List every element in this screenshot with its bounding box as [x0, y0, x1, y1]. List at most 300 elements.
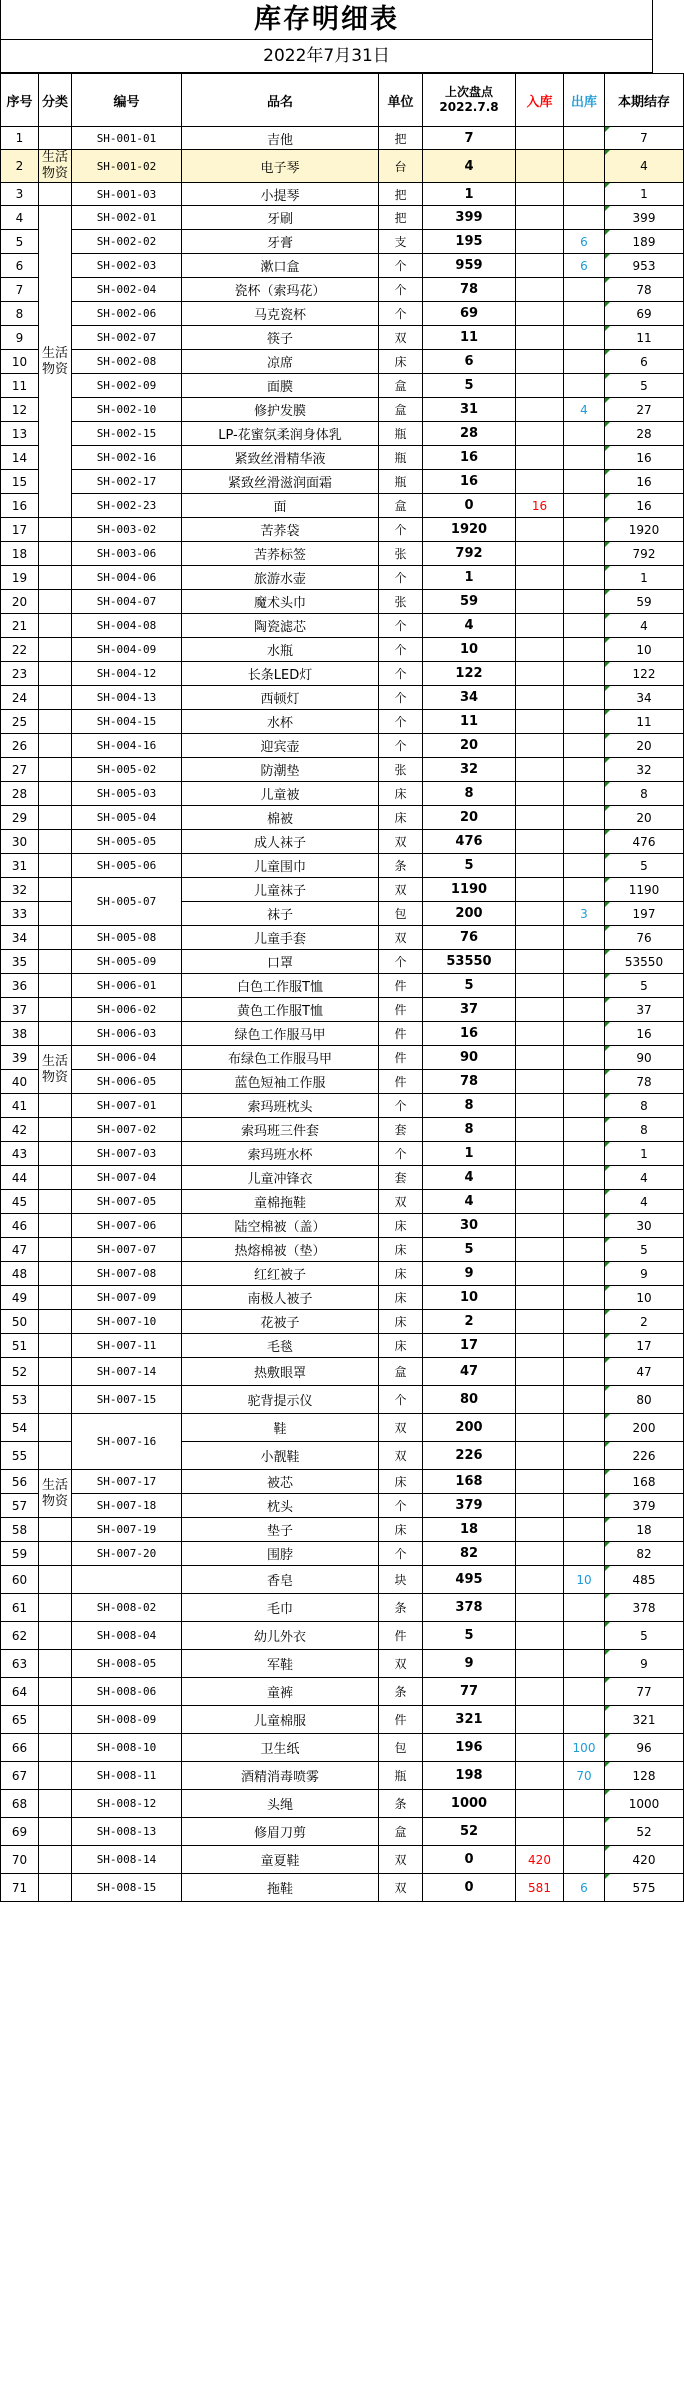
cell-out[interactable]: [564, 710, 605, 734]
header-balance[interactable]: 本期结存: [605, 74, 684, 127]
cell-code[interactable]: SH-007-08: [72, 1262, 182, 1286]
cell-code[interactable]: SH-007-14: [72, 1358, 182, 1386]
cell-code[interactable]: SH-007-03: [72, 1142, 182, 1166]
cell-balance[interactable]: 53550: [605, 950, 684, 974]
cell-out[interactable]: 4: [564, 398, 605, 422]
cell-code[interactable]: SH-008-11: [72, 1762, 182, 1790]
cell-last-count[interactable]: 495: [423, 1566, 516, 1594]
cell-category[interactable]: [39, 902, 72, 926]
cell-name[interactable]: 驼背提示仪: [182, 1386, 379, 1414]
cell-unit[interactable]: 块: [379, 1566, 423, 1594]
cell-in[interactable]: [516, 518, 564, 542]
cell-balance[interactable]: 32: [605, 758, 684, 782]
header-out[interactable]: 出库: [564, 74, 605, 127]
cell-seq[interactable]: 34: [1, 926, 39, 950]
cell-last-count[interactable]: 47: [423, 1358, 516, 1386]
cell-category[interactable]: [39, 662, 72, 686]
cell-in[interactable]: [516, 1706, 564, 1734]
cell-balance[interactable]: 47: [605, 1358, 684, 1386]
cell-in[interactable]: [516, 998, 564, 1022]
cell-in[interactable]: [516, 350, 564, 374]
cell-in[interactable]: [516, 1734, 564, 1762]
cell-balance[interactable]: 80: [605, 1386, 684, 1414]
cell-seq[interactable]: 18: [1, 542, 39, 566]
cell-out[interactable]: [564, 1414, 605, 1442]
cell-code[interactable]: SH-002-23: [72, 494, 182, 518]
cell-code[interactable]: SH-001-02: [72, 150, 182, 183]
cell-seq[interactable]: 32: [1, 878, 39, 902]
cell-category[interactable]: [39, 1706, 72, 1734]
cell-seq[interactable]: 25: [1, 710, 39, 734]
cell-last-count[interactable]: 78: [423, 1070, 516, 1094]
cell-code[interactable]: SH-007-01: [72, 1094, 182, 1118]
cell-name[interactable]: 成人袜子: [182, 830, 379, 854]
cell-code[interactable]: SH-007-07: [72, 1238, 182, 1262]
cell-code[interactable]: SH-002-16: [72, 446, 182, 470]
cell-unit[interactable]: 床: [379, 1518, 423, 1542]
cell-balance[interactable]: 78: [605, 278, 684, 302]
cell-in[interactable]: [516, 758, 564, 782]
cell-seq[interactable]: 49: [1, 1286, 39, 1310]
cell-category[interactable]: [39, 710, 72, 734]
cell-category[interactable]: [39, 1874, 72, 1902]
cell-unit[interactable]: 件: [379, 998, 423, 1022]
cell-unit[interactable]: 支: [379, 230, 423, 254]
cell-last-count[interactable]: 792: [423, 542, 516, 566]
cell-name[interactable]: 围脖: [182, 1542, 379, 1566]
cell-unit[interactable]: 床: [379, 1286, 423, 1310]
cell-in[interactable]: 420: [516, 1846, 564, 1874]
cell-unit[interactable]: 个: [379, 518, 423, 542]
cell-category[interactable]: [39, 1542, 72, 1566]
cell-last-count[interactable]: 196: [423, 1734, 516, 1762]
cell-code[interactable]: SH-005-06: [72, 854, 182, 878]
header-code[interactable]: 编号: [72, 74, 182, 127]
cell-in[interactable]: [516, 1358, 564, 1386]
cell-unit[interactable]: 条: [379, 1790, 423, 1818]
cell-seq[interactable]: 62: [1, 1622, 39, 1650]
cell-balance[interactable]: 379: [605, 1494, 684, 1518]
cell-last-count[interactable]: 69: [423, 302, 516, 326]
cell-last-count[interactable]: 18: [423, 1518, 516, 1542]
cell-balance[interactable]: 1: [605, 566, 684, 590]
cell-out[interactable]: [564, 150, 605, 183]
cell-unit[interactable]: 把: [379, 127, 423, 150]
cell-balance[interactable]: 399: [605, 206, 684, 230]
cell-out[interactable]: [564, 734, 605, 758]
cell-out[interactable]: 6: [564, 230, 605, 254]
cell-out[interactable]: [564, 590, 605, 614]
cell-in[interactable]: [516, 1070, 564, 1094]
cell-balance[interactable]: 1920: [605, 518, 684, 542]
cell-name[interactable]: 小提琴: [182, 183, 379, 206]
cell-code[interactable]: SH-005-05: [72, 830, 182, 854]
cell-balance[interactable]: 20: [605, 734, 684, 758]
cell-out[interactable]: [564, 1846, 605, 1874]
cell-out[interactable]: [564, 1494, 605, 1518]
cell-code[interactable]: SH-007-15: [72, 1386, 182, 1414]
cell-code[interactable]: SH-003-06: [72, 542, 182, 566]
cell-last-count[interactable]: 2: [423, 1310, 516, 1334]
cell-balance[interactable]: 69: [605, 302, 684, 326]
cell-unit[interactable]: 包: [379, 1734, 423, 1762]
cell-code[interactable]: SH-005-02: [72, 758, 182, 782]
cell-code[interactable]: SH-006-03: [72, 1022, 182, 1046]
cell-name[interactable]: 面膜: [182, 374, 379, 398]
cell-out[interactable]: 6: [564, 254, 605, 278]
cell-code[interactable]: SH-007-11: [72, 1334, 182, 1358]
cell-name[interactable]: 儿童袜子: [182, 878, 379, 902]
cell-last-count[interactable]: 200: [423, 1414, 516, 1442]
cell-code[interactable]: SH-002-10: [72, 398, 182, 422]
cell-out[interactable]: [564, 326, 605, 350]
cell-out[interactable]: [564, 1442, 605, 1470]
cell-name[interactable]: 被芯: [182, 1470, 379, 1494]
cell-last-count[interactable]: 379: [423, 1494, 516, 1518]
cell-seq[interactable]: 38: [1, 1022, 39, 1046]
cell-code[interactable]: SH-002-02: [72, 230, 182, 254]
cell-in[interactable]: [516, 662, 564, 686]
cell-last-count[interactable]: 80: [423, 1386, 516, 1414]
cell-last-count[interactable]: 16: [423, 470, 516, 494]
cell-last-count[interactable]: 31: [423, 398, 516, 422]
cell-unit[interactable]: 个: [379, 638, 423, 662]
cell-balance[interactable]: 5: [605, 974, 684, 998]
cell-unit[interactable]: 套: [379, 1166, 423, 1190]
cell-unit[interactable]: 个: [379, 734, 423, 758]
cell-unit[interactable]: 个: [379, 686, 423, 710]
cell-code[interactable]: SH-008-14: [72, 1846, 182, 1874]
cell-category[interactable]: [39, 686, 72, 710]
cell-seq[interactable]: 24: [1, 686, 39, 710]
cell-name[interactable]: 棉被: [182, 806, 379, 830]
cell-name[interactable]: 陶瓷滤芯: [182, 614, 379, 638]
cell-seq[interactable]: 21: [1, 614, 39, 638]
cell-out[interactable]: 10: [564, 1566, 605, 1594]
cell-last-count[interactable]: 7: [423, 127, 516, 150]
cell-code[interactable]: SH-003-02: [72, 518, 182, 542]
cell-out[interactable]: [564, 1790, 605, 1818]
cell-in[interactable]: [516, 1594, 564, 1622]
cell-unit[interactable]: 条: [379, 1594, 423, 1622]
cell-category[interactable]: [39, 1334, 72, 1358]
cell-balance[interactable]: 9: [605, 1262, 684, 1286]
cell-balance[interactable]: 5: [605, 374, 684, 398]
cell-seq[interactable]: 10: [1, 350, 39, 374]
cell-balance[interactable]: 82: [605, 1542, 684, 1566]
cell-out[interactable]: [564, 1046, 605, 1070]
cell-balance[interactable]: 16: [605, 470, 684, 494]
cell-last-count[interactable]: 82: [423, 1542, 516, 1566]
cell-in[interactable]: [516, 1818, 564, 1846]
cell-out[interactable]: 3: [564, 902, 605, 926]
cell-code[interactable]: SH-007-20: [72, 1542, 182, 1566]
cell-balance[interactable]: 16: [605, 446, 684, 470]
cell-category[interactable]: [39, 590, 72, 614]
cell-name[interactable]: 索玛班三件套: [182, 1118, 379, 1142]
cell-out[interactable]: [564, 782, 605, 806]
cell-unit[interactable]: 盒: [379, 374, 423, 398]
cell-seq[interactable]: 60: [1, 1566, 39, 1594]
cell-balance[interactable]: 27: [605, 398, 684, 422]
cell-unit[interactable]: 件: [379, 1022, 423, 1046]
cell-seq[interactable]: 5: [1, 230, 39, 254]
cell-category[interactable]: [39, 1818, 72, 1846]
cell-last-count[interactable]: 9: [423, 1650, 516, 1678]
cell-last-count[interactable]: 59: [423, 590, 516, 614]
cell-name[interactable]: 口罩: [182, 950, 379, 974]
cell-out[interactable]: [564, 1118, 605, 1142]
cell-in[interactable]: [516, 1046, 564, 1070]
cell-code[interactable]: SH-008-13: [72, 1818, 182, 1846]
cell-last-count[interactable]: 195: [423, 230, 516, 254]
cell-unit[interactable]: 瓶: [379, 446, 423, 470]
cell-name[interactable]: 漱口盒: [182, 254, 379, 278]
cell-out[interactable]: 100: [564, 1734, 605, 1762]
cell-seq[interactable]: 57: [1, 1494, 39, 1518]
cell-seq[interactable]: 40: [1, 1070, 39, 1094]
cell-balance[interactable]: 1000: [605, 1790, 684, 1818]
cell-out[interactable]: 6: [564, 1874, 605, 1902]
cell-balance[interactable]: 200: [605, 1414, 684, 1442]
cell-name[interactable]: 凉席: [182, 350, 379, 374]
cell-unit[interactable]: 盒: [379, 494, 423, 518]
cell-in[interactable]: [516, 590, 564, 614]
cell-seq[interactable]: 66: [1, 1734, 39, 1762]
cell-unit[interactable]: 个: [379, 254, 423, 278]
cell-name[interactable]: 卫生纸: [182, 1734, 379, 1762]
cell-unit[interactable]: 条: [379, 854, 423, 878]
cell-in[interactable]: [516, 926, 564, 950]
cell-seq[interactable]: 65: [1, 1706, 39, 1734]
cell-balance[interactable]: 2: [605, 1310, 684, 1334]
cell-balance[interactable]: 30: [605, 1214, 684, 1238]
cell-last-count[interactable]: 52: [423, 1818, 516, 1846]
cell-category[interactable]: [39, 1022, 72, 1046]
cell-balance[interactable]: 7: [605, 127, 684, 150]
cell-name[interactable]: 童棉拖鞋: [182, 1190, 379, 1214]
cell-unit[interactable]: 台: [379, 150, 423, 183]
cell-unit[interactable]: 瓶: [379, 1762, 423, 1790]
cell-balance[interactable]: 5: [605, 1622, 684, 1650]
cell-out[interactable]: [564, 470, 605, 494]
cell-last-count[interactable]: 378: [423, 1594, 516, 1622]
cell-category[interactable]: [39, 1238, 72, 1262]
cell-name[interactable]: 头绳: [182, 1790, 379, 1818]
cell-category[interactable]: [39, 734, 72, 758]
cell-in[interactable]: [516, 326, 564, 350]
cell-unit[interactable]: 个: [379, 278, 423, 302]
cell-out[interactable]: [564, 350, 605, 374]
cell-last-count[interactable]: 11: [423, 326, 516, 350]
cell-unit[interactable]: 把: [379, 183, 423, 206]
cell-seq[interactable]: 64: [1, 1678, 39, 1706]
cell-in[interactable]: [516, 854, 564, 878]
cell-seq[interactable]: 22: [1, 638, 39, 662]
cell-out[interactable]: [564, 830, 605, 854]
cell-seq[interactable]: 69: [1, 1818, 39, 1846]
cell-in[interactable]: [516, 206, 564, 230]
cell-in[interactable]: [516, 254, 564, 278]
cell-last-count[interactable]: 30: [423, 1214, 516, 1238]
cell-name[interactable]: 酒精消毒喷雾: [182, 1762, 379, 1790]
cell-in[interactable]: [516, 398, 564, 422]
cell-balance[interactable]: 37: [605, 998, 684, 1022]
cell-code[interactable]: SH-006-01: [72, 974, 182, 998]
cell-out[interactable]: [564, 1262, 605, 1286]
cell-category[interactable]: [39, 998, 72, 1022]
cell-name[interactable]: 吉他: [182, 127, 379, 150]
cell-code[interactable]: SH-001-03: [72, 183, 182, 206]
cell-unit[interactable]: 床: [379, 1214, 423, 1238]
cell-out[interactable]: [564, 1214, 605, 1238]
cell-out[interactable]: [564, 278, 605, 302]
cell-out[interactable]: [564, 974, 605, 998]
cell-out[interactable]: [564, 1238, 605, 1262]
cell-unit[interactable]: 件: [379, 1706, 423, 1734]
cell-category[interactable]: 生活物资: [39, 1046, 72, 1094]
cell-category[interactable]: [39, 950, 72, 974]
cell-balance[interactable]: 10: [605, 638, 684, 662]
cell-category[interactable]: [39, 638, 72, 662]
cell-out[interactable]: [564, 998, 605, 1022]
cell-in[interactable]: [516, 150, 564, 183]
cell-last-count[interactable]: 11: [423, 710, 516, 734]
cell-unit[interactable]: 个: [379, 1386, 423, 1414]
cell-last-count[interactable]: 8: [423, 1094, 516, 1118]
cell-seq[interactable]: 51: [1, 1334, 39, 1358]
cell-unit[interactable]: 双: [379, 926, 423, 950]
cell-code[interactable]: SH-007-10: [72, 1310, 182, 1334]
cell-in[interactable]: [516, 1286, 564, 1310]
cell-last-count[interactable]: 1: [423, 183, 516, 206]
cell-last-count[interactable]: 1: [423, 566, 516, 590]
cell-in[interactable]: [516, 446, 564, 470]
cell-unit[interactable]: 双: [379, 1414, 423, 1442]
cell-name[interactable]: 儿童冲锋衣: [182, 1166, 379, 1190]
cell-unit[interactable]: 双: [379, 878, 423, 902]
cell-code[interactable]: SH-004-08: [72, 614, 182, 638]
cell-seq[interactable]: 36: [1, 974, 39, 998]
cell-out[interactable]: [564, 1094, 605, 1118]
cell-name[interactable]: 鞋: [182, 1414, 379, 1442]
cell-in[interactable]: [516, 1494, 564, 1518]
cell-seq[interactable]: 67: [1, 1762, 39, 1790]
cell-last-count[interactable]: 77: [423, 1678, 516, 1706]
cell-in[interactable]: 16: [516, 494, 564, 518]
cell-balance[interactable]: 197: [605, 902, 684, 926]
cell-out[interactable]: [564, 518, 605, 542]
cell-unit[interactable]: 把: [379, 206, 423, 230]
header-in[interactable]: 入库: [516, 74, 564, 127]
cell-category[interactable]: [39, 1846, 72, 1874]
cell-code[interactable]: SH-004-07: [72, 590, 182, 614]
cell-out[interactable]: [564, 127, 605, 150]
cell-name[interactable]: 热熔棉被（垫）: [182, 1238, 379, 1262]
cell-name[interactable]: 马克瓷杯: [182, 302, 379, 326]
cell-unit[interactable]: 个: [379, 662, 423, 686]
cell-name[interactable]: 苦荞标签: [182, 542, 379, 566]
cell-balance[interactable]: 34: [605, 686, 684, 710]
cell-category[interactable]: [39, 782, 72, 806]
cell-seq[interactable]: 68: [1, 1790, 39, 1818]
cell-seq[interactable]: 41: [1, 1094, 39, 1118]
cell-code[interactable]: SH-002-03: [72, 254, 182, 278]
cell-out[interactable]: [564, 374, 605, 398]
cell-balance[interactable]: 8: [605, 1118, 684, 1142]
cell-name[interactable]: 黄色工作服T恤: [182, 998, 379, 1022]
cell-in[interactable]: 581: [516, 1874, 564, 1902]
cell-unit[interactable]: 床: [379, 1238, 423, 1262]
cell-balance[interactable]: 8: [605, 1094, 684, 1118]
cell-code[interactable]: SH-008-02: [72, 1594, 182, 1622]
cell-seq[interactable]: 16: [1, 494, 39, 518]
cell-seq[interactable]: 29: [1, 806, 39, 830]
cell-out[interactable]: [564, 1594, 605, 1622]
cell-last-count[interactable]: 1190: [423, 878, 516, 902]
cell-seq[interactable]: 47: [1, 1238, 39, 1262]
cell-code[interactable]: SH-008-15: [72, 1874, 182, 1902]
cell-category[interactable]: [39, 1734, 72, 1762]
cell-in[interactable]: [516, 1094, 564, 1118]
cell-code[interactable]: SH-004-09: [72, 638, 182, 662]
cell-category[interactable]: [39, 1518, 72, 1542]
cell-category[interactable]: [39, 1762, 72, 1790]
cell-code[interactable]: SH-007-19: [72, 1518, 182, 1542]
cell-balance[interactable]: 52: [605, 1818, 684, 1846]
cell-balance[interactable]: 77: [605, 1678, 684, 1706]
cell-balance[interactable]: 189: [605, 230, 684, 254]
cell-balance[interactable]: 20: [605, 806, 684, 830]
cell-balance[interactable]: 1: [605, 1142, 684, 1166]
cell-in[interactable]: [516, 1118, 564, 1142]
cell-category[interactable]: [39, 1414, 72, 1442]
cell-in[interactable]: [516, 1566, 564, 1594]
cell-in[interactable]: [516, 278, 564, 302]
cell-name[interactable]: 香皂: [182, 1566, 379, 1594]
cell-last-count[interactable]: 476: [423, 830, 516, 854]
cell-category[interactable]: [39, 1094, 72, 1118]
cell-in[interactable]: [516, 1238, 564, 1262]
cell-in[interactable]: [516, 878, 564, 902]
cell-code[interactable]: SH-002-17: [72, 470, 182, 494]
cell-last-count[interactable]: 168: [423, 1470, 516, 1494]
cell-category[interactable]: [39, 566, 72, 590]
cell-unit[interactable]: 个: [379, 1542, 423, 1566]
cell-out[interactable]: [564, 806, 605, 830]
cell-unit[interactable]: 个: [379, 302, 423, 326]
cell-name[interactable]: 军鞋: [182, 1650, 379, 1678]
cell-out[interactable]: [564, 1022, 605, 1046]
cell-name[interactable]: 陆空棉被（盖）: [182, 1214, 379, 1238]
cell-code[interactable]: SH-006-02: [72, 998, 182, 1022]
cell-seq[interactable]: 6: [1, 254, 39, 278]
header-last-count[interactable]: [423, 74, 516, 127]
cell-category[interactable]: [39, 1358, 72, 1386]
cell-last-count[interactable]: 321: [423, 1706, 516, 1734]
cell-balance[interactable]: 28: [605, 422, 684, 446]
cell-out[interactable]: [564, 1818, 605, 1846]
cell-code[interactable]: SH-007-04: [72, 1166, 182, 1190]
cell-code[interactable]: SH-004-16: [72, 734, 182, 758]
cell-out[interactable]: [564, 1470, 605, 1494]
cell-name[interactable]: LP-花蜜氛柔润身体乳: [182, 422, 379, 446]
cell-code[interactable]: SH-002-09: [72, 374, 182, 398]
cell-seq[interactable]: 3: [1, 183, 39, 206]
cell-balance[interactable]: 8: [605, 782, 684, 806]
cell-code[interactable]: SH-007-16: [72, 1414, 182, 1470]
cell-category[interactable]: [39, 1142, 72, 1166]
